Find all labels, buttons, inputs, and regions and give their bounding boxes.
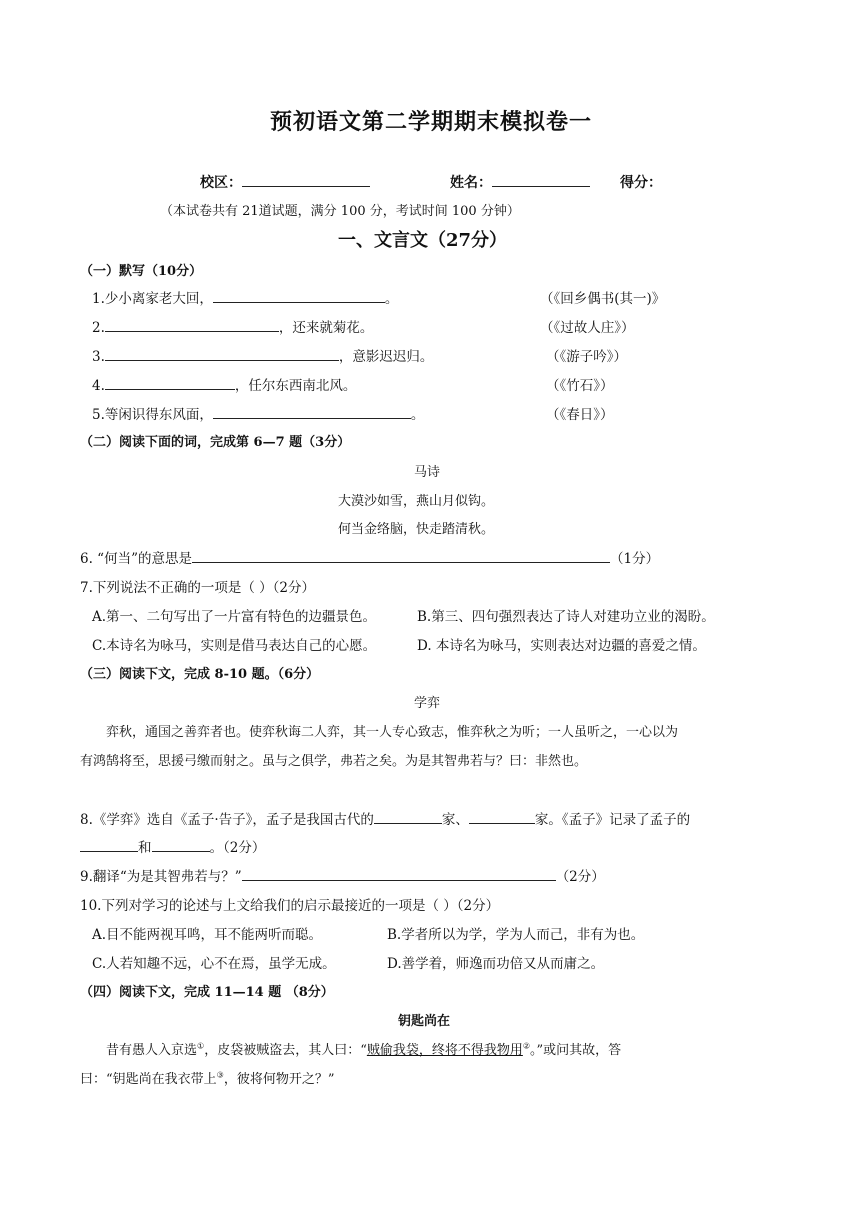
option-c: C.本诗名为咏马，实则是借马表达自己的心愿。 <box>92 638 377 654</box>
question-9: 9.翻译“为是其智弗若与？” （2分） <box>80 865 605 885</box>
dictation-source-5: （《春日》） <box>546 407 614 423</box>
passage-line: 有鸿鹄将至，思援弓缴而射之。虽与之俱学，弗若之矣。为是其智弗若与？曰：非然也。 <box>80 754 588 769</box>
name-blank[interactable] <box>492 172 590 187</box>
dictation-item-5: 5.等闲识得东风面， 。 <box>92 403 424 423</box>
answer-blank[interactable] <box>374 809 442 824</box>
option-a: A.目不能两视耳鸣，耳不能两听而聪。 <box>92 927 323 943</box>
dictation-source-4: （《竹石》） <box>546 378 614 394</box>
campus-blank[interactable] <box>242 172 370 187</box>
question-6: 6. “何当”的意思是 （1分） <box>80 547 659 567</box>
dictation-item-4: 4. ，任尔东西南北风。 <box>92 374 356 394</box>
dictation-source-1: （《回乡偶书(其一)》 <box>540 291 666 307</box>
answer-blank[interactable] <box>192 548 610 563</box>
answer-blank[interactable] <box>213 288 385 303</box>
question-10: 10.下列对学习的论述与上文给我们的启示最接近的一项是（ ）（2分） <box>80 898 500 914</box>
dictation-source-2: （《过故人庄》） <box>540 320 635 336</box>
page-title: 预初语文第二学期期末模拟卷一 <box>270 109 593 135</box>
option-c: C.人若知趣不远，心不在焉，虽学无成。 <box>92 956 336 972</box>
answer-blank[interactable] <box>105 317 279 332</box>
passage-line: 弈秋，通国之善弈者也。使弈秋诲二人弈，其一人专心致志，惟弈秋之为听；一人虽听之，一心以为 <box>106 725 679 740</box>
passage-line: 昔有愚人入京选①，皮袋被贼盗去，其人曰：“贼偷我袋，终将不得我物用②。”或问其故，答 <box>106 1041 622 1058</box>
answer-blank[interactable] <box>105 346 339 361</box>
section-heading: 一、文言文（27分） <box>338 230 508 251</box>
name-field <box>450 172 590 192</box>
dictation-item-2: 2. ，还来就菊花。 <box>92 316 373 336</box>
passage-title: 钥匙尚在 <box>398 1014 451 1029</box>
part2-heading: （二）阅读下面的词，完成第 6—7 题（3分） <box>80 435 351 450</box>
passage-title: 学弈 <box>414 696 441 711</box>
dictation-item-3: 3. ，意影迟迟归。 <box>92 345 433 365</box>
question-7: 7.下列说法不正确的一项是（ ）（2分） <box>80 580 316 596</box>
option-b: B.第三、四句强烈表达了诗人对建功立业的渴盼。 <box>417 609 715 625</box>
poem-line: 何当金络脑，快走踏清秋。 <box>338 522 495 537</box>
name-label: 姓名： <box>450 175 492 191</box>
answer-blank[interactable] <box>105 375 235 390</box>
score-label: 得分： <box>620 175 662 191</box>
option-b: B.学者所以为学，学为人而己，非有为也。 <box>387 927 645 943</box>
answer-blank[interactable] <box>213 404 411 419</box>
part3-heading: （三）阅读下文，完成 8-10 题。（6分） <box>80 667 320 682</box>
answer-blank[interactable] <box>152 837 210 852</box>
option-d: D.善学着，师逸而功倍又从而庸之。 <box>387 956 605 972</box>
option-d: D. 本诗名为咏马，实则表达对边疆的喜爱之情。 <box>417 638 706 654</box>
poem-line: 大漠沙如雪，燕山月似钩。 <box>338 494 495 509</box>
answer-blank[interactable] <box>469 809 535 824</box>
passage-line: 曰：“钥匙尚在我衣带上③，彼将何物开之？” <box>80 1070 335 1087</box>
part4-heading: （四）阅读下文，完成 11—14 题 （8分） <box>80 985 334 1000</box>
answer-blank[interactable] <box>242 866 556 881</box>
question-8: 8.《学弈》选自《孟子·告子》，孟子是我国古代的 家、 家。《孟子》记录了孟子的 <box>80 808 690 828</box>
poem-title: 马诗 <box>414 465 441 480</box>
dictation-source-3: （《游子吟》） <box>546 349 627 365</box>
question-8-cont: 和 。（2分） <box>80 836 265 856</box>
dictation-item-1: 1.少小离家老大回， 。 <box>92 287 398 307</box>
answer-blank[interactable] <box>80 837 138 852</box>
campus-label: 校区： <box>200 175 242 191</box>
exam-note: （本试卷共有 21道试题，满分 100 分，考试时间 100 分钟） <box>160 204 520 219</box>
option-a: A.第一、二句写出了一片富有特色的边疆景色。 <box>92 609 377 625</box>
campus-field <box>200 172 370 192</box>
part1-heading: （一）默写（10分） <box>80 264 203 279</box>
